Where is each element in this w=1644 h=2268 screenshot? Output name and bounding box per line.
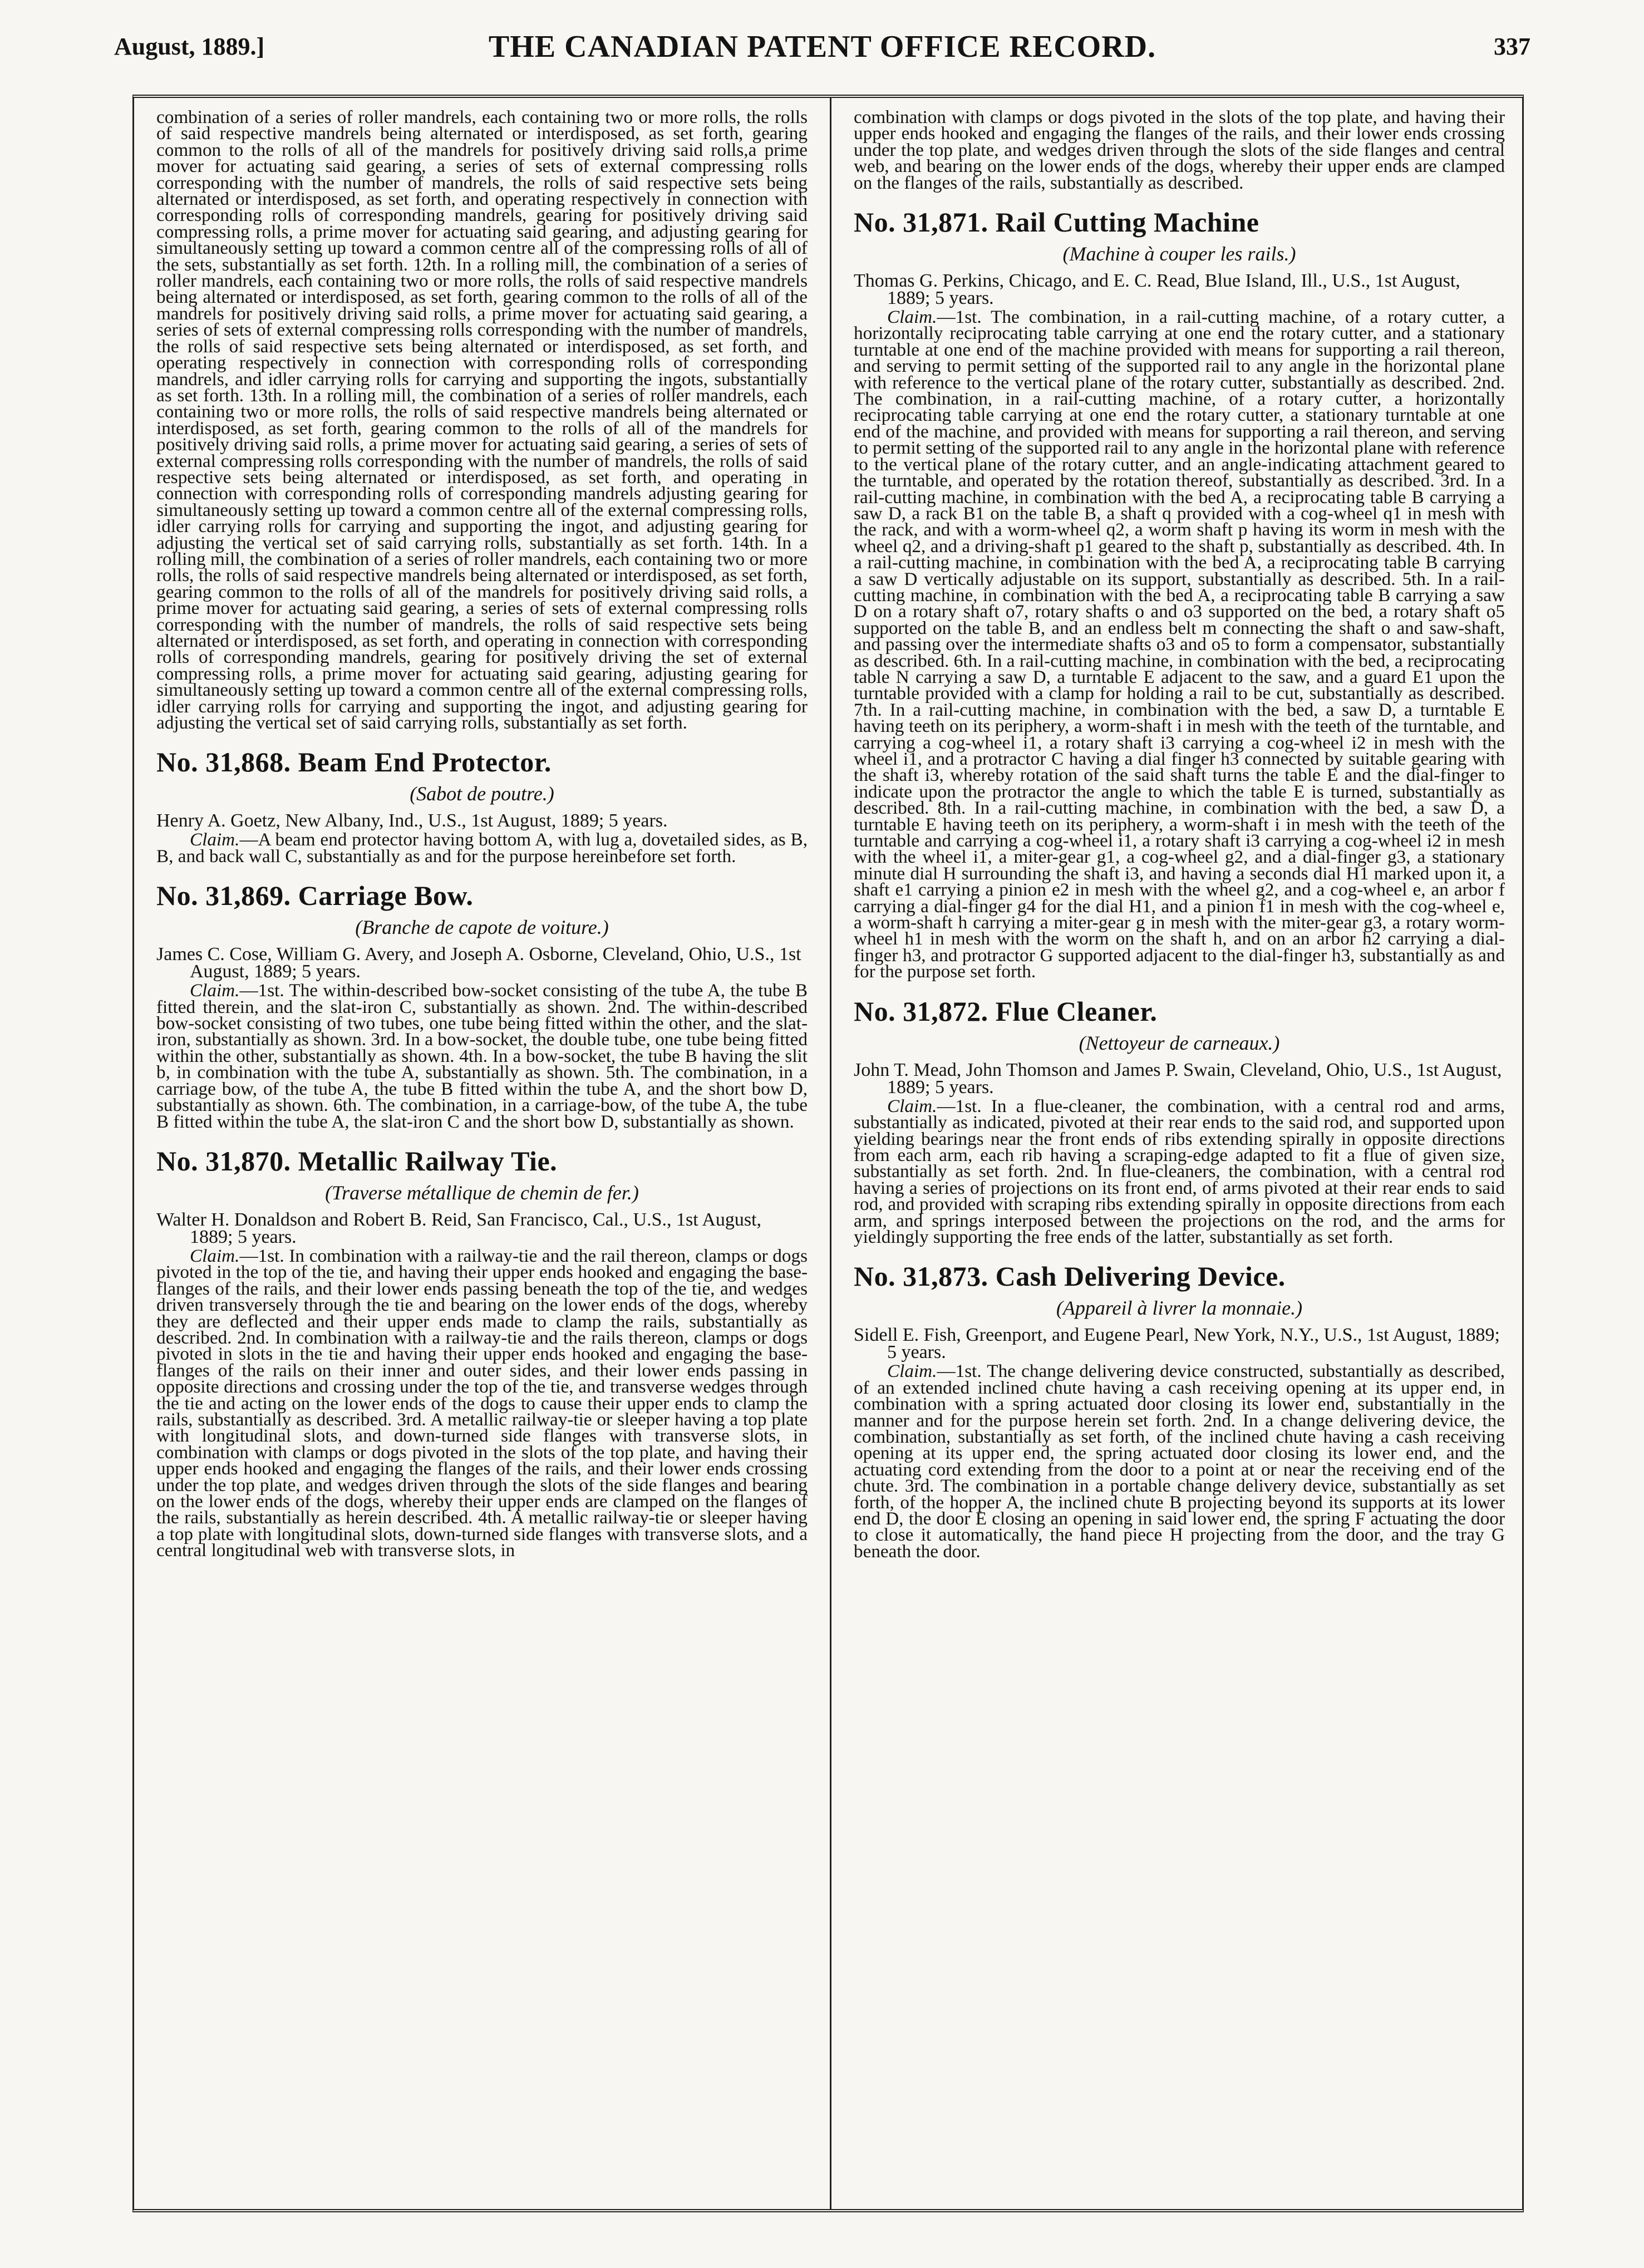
patent-heading xyxy=(156,879,808,912)
patent-number: No. 31,871. xyxy=(854,206,988,238)
claim-text: —1st. The combination, in a rail-cutting machine, of a rotary cutter, a horizontally reciprocating table carrying at one end the rotary cutter, and a stationary turntable at one end of the machine provided with means for supporting a rail thereon, and serving to permit setting of the supported rail to any angle in the horizontal plane with reference to the vertical plane of the rotary cutter, substantially as described. 2nd. The combination, in a rail-cutting machine, of a rotary cutter, a horizontally reciprocating table carrying at one end the rotary cutter, a stationary turntable at one end of the machine, and provided with means for supporting a rail thereon, and serving to permit setting of the supported rail to any angle in the horizontal plane with reference to the vertical plane of the rotary cutter, and an angle-indicating attachment geared to the turntable, and operated by the rotation thereof, substantially as described. 3rd. In a rail-cutting machine, in combination with the bed A, a reciprocating table B carrying a saw D, a rack B1 on the table B, a shaft q provided with a cog-wheel q1 in mesh with the rack, and with a worm-wheel q2, a worm shaft p having its worm in mesh with the wheel q2, and a driving-shaft p1 geared to the shaft p, substantially as described. 4th. In a rail-cutting machine, in combination with the bed A, a reciprocating table B carrying a saw D vertically adjustable on its support, substantially as described. 5th. In a rail-cutting machine, in combination with the bed A, a reciprocating table B carrying a saw D on a rotary shaft o7, rotary shafts o and o3 supported on the bed, a rotary shaft o5 supported on the table B, and an endless belt m connecting the shaft o and saw-shaft, and passing over the intermediate shafts o3 and o5 to form a compensator, substantially as described. 6th. In a rail-cutting machine, in combination with the bed, a reciprocating table N carrying a saw D, a turntable E adjacent to the saw, and a guard E1 upon the turntable provided with a clamp for holding a rail to be cut, substantially as described. 7th. In a rail-cutting machine, in combination with the bed, a saw D, a turntable E having teeth on its periphery, a worm-shaft i in mesh with the teeth of the turntable, and carrying a cog-wheel i1, a rotary shaft i3 carrying a cog-wheel i2 in mesh with the wheel i1, and a protractor C having a dial finger h3 connected by suitable gearing with the shaft i3, whereby rotation of the said shaft turns the table E and the dial-finger to indicate upon the protractor the angle to which the table E is turned, substantially as described. 8th. In a rail-cutting machine, in combination with the bed, a saw D, a turntable E having teeth on its periphery, a worm-shaft i in mesh with the teeth of the turntable and carrying a cog-wheel i1, a rotary shaft i3 carrying a cog-wheel i2 in mesh with the wheel i1, a miter-gear g1, a cog-wheel g2, and a dial-finger g3, a stationary minute dial H surrounding the shaft i3, and having a seconds dial H1 marked upon it, a shaft e1 carrying a pinion e2 in mesh with the wheel g2, and a cog-wheel e, an arbor f carrying a dial-finger g4 for the dial H1, and a pinion f1 in mesh with the cog-wheel e, a worm-shaft h carrying a miter-gear g in mesh with the miter-gear g3, a rotary worm-wheel h1 in mesh with the worm on the shaft h, and on an arbor h2 carrying a dial-finger h3, and protractor G supported adjacent to the dial-finger h3, substantially as and for the purpose set forth. xyxy=(854,307,1505,982)
patent-number: No. 31,870. xyxy=(156,1145,291,1177)
patent-entry xyxy=(156,879,808,1130)
claim-label: Claim. xyxy=(190,1245,240,1266)
patent-inventors: Sidell E. Fish, Greenport, and Eugene Pearl, New York, N.Y., U.S., 1st August, 1889; 5 years. xyxy=(854,1325,1500,1363)
patent-heading xyxy=(156,745,808,779)
claim-text: —1st. The change delivering device constructed, substantially as described, of an extended inclined chute having a cash receiving opening at its upper end, in combination with a spring actuated door closing its lower end, substantially in the manner and for the purpose herein set forth. 2nd. In a change delivering device, the combination, substantially as set forth, of the inclined chute having a cash receiving opening at its upper end, the spring actuated door closing its lower end, and the actuating cord extending from the door to a point at or near the receiving end of the chute. 3rd. The combination in a portable change delivery device, substantially as set forth, of the hopper A, the inclined chute B projecting beyond its supports at its lower end D, the door E closing an opening in said lower end, the spring F actuating the door to close it automatically, the hand piece H projecting from the door, and the tray G beneath the door. xyxy=(854,1361,1505,1562)
left-column xyxy=(156,109,808,2199)
patent-claim xyxy=(156,1245,808,1561)
patent-claim xyxy=(156,982,808,1130)
claim-text: —A beam end protector having bottom A, with lug a, dovetailed sides, as B, B, and back wall C, substantially as and for the purpose hereinbefore set forth. xyxy=(156,829,808,867)
patent-title: Rail Cutting Machine xyxy=(995,206,1259,238)
continued-claim-text: combination with clamps or dogs pivoted in the slots of the top plate, and having their upper ends hooked and engaging the flanges of the rails, and their lower ends crossing under the top plate, and wedges driven through the slots of the side flanges and central web, and bearing on the lower ends of the dogs, whereby their upper ends are clamped on the flanges of the rails, substantially as described. xyxy=(854,109,1505,193)
claim-text: —1st. In a flue-cleaner, the combination, with a central rod and arms, substantially as indicated, pivoted at their rear ends to the said rod, and supported upon yielding bearings near the front ends of ribs extending spirally in opposite directions from each arm, each rib having a scraping-edge adapted to fit a flue of given size, substantially as set forth. 2nd. In flue-cleaners, the combination, with a central rod having a series of projections on its front end, of arms pivoted at their rear ends to said rod, and provided with scraping ribs extending spirally in opposite directions from each arm, and springs interposed between the projections on the rod, and the arms for yieldingly supporting the free ends of the latter, substantially as set forth. xyxy=(854,1095,1505,1247)
patent-french-title: (Branche de capote de voiture.) xyxy=(355,916,609,939)
patent-claim xyxy=(854,1095,1505,1247)
patent-inventors: John T. Mead, John Thomson and James P. Swain, Cleveland, Ohio, U.S., 1st August, 1889; 5 years. xyxy=(854,1059,1502,1098)
header-date: August, 1889.] xyxy=(114,33,265,60)
patent-number: No. 31,868. xyxy=(156,746,291,778)
patent-claim xyxy=(854,1361,1505,1562)
patent-claim xyxy=(156,829,808,867)
patent-title: Carriage Bow. xyxy=(298,880,474,912)
patent-inventors: James C. Cose, William G. Avery, and Joseph A. Osborne, Cleveland, Ohio, U.S., 1st August, 1889; 5 years. xyxy=(156,944,801,982)
patent-french-title: (Appareil à livrer la monnaie.) xyxy=(1056,1297,1303,1320)
claim-label: Claim. xyxy=(887,1361,937,1382)
patent-entry xyxy=(854,1260,1505,1562)
right-column xyxy=(854,109,1505,2199)
page-header xyxy=(114,29,1530,68)
patent-entry xyxy=(156,745,808,867)
patent-title: Metallic Railway Tie. xyxy=(298,1145,558,1177)
content-frame xyxy=(132,95,1524,2212)
patent-heading xyxy=(854,1260,1505,1293)
claim-label: Claim. xyxy=(190,829,240,850)
patent-heading xyxy=(156,1144,808,1178)
patent-entry xyxy=(854,995,1505,1246)
column-divider xyxy=(830,98,831,2209)
claim-text: —1st. The within-described bow-socket consisting of the tube A, the tube B fitted therein, and the slat-iron C, substantially as shown. 2nd. The within-described bow-socket consisting of two tubes, one tube being fitted within the other, and the slat-iron, substantially as shown. 3rd. In a bow-socket, the double tube, one tube being fitted within the other, substantially as shown. 4th. In a bow-socket, the tube B having the slit b, in combination with the tube A, substantially as shown. 5th. The combination, in a carriage bow, of the tube A, the tube B fitted within the tube A, and the short bow D, substantially as shown. 6th. The combination, in a carriage-bow, of the tube A, the tube B fitted within the tube A, the slat-iron C and the short bow D, substantially as shown. xyxy=(156,980,808,1132)
patent-claim xyxy=(854,309,1505,980)
page-number: 337 xyxy=(1494,33,1530,60)
patent-french-title: (Machine à couper les rails.) xyxy=(1062,243,1296,265)
patent-french-title: (Traverse métallique de chemin de fer.) xyxy=(325,1181,639,1204)
continued-claim-text: combination of a series of roller mandrels, each containing two or more rolls, the rolls of said respective mandrels being alternated or interdisposed, as set forth, gearing common to the rolls of all of the mandrels for positively driving said rolls,a prime mover for actuating said gearing, a series of sets of external compressing rolls corresponding with the number of mandrels, the rolls of said respective sets being alternated or interdisposed, as set forth, and operating respectively in connection with corresponding rolls of corresponding mandrels, gearing for positively driving said compressing rolls, a prime mover for actuating said gearing, and adjusting gearing for simultaneously setting up toward a common centre all of the compressing rolls of all of the sets, substantially as set forth. 12th. In a rolling mill, the combination of a series of roller mandrels, each containing two or more rolls, the rolls of said respective mandrels being alternated or interdisposed, as set forth, gearing common to the rolls of all of the mandrels for positively driving said rolls, a prime mover for actuating said gearing, a series of sets of external compressing rolls corresponding with the number of mandrels, the rolls of said respective sets being alternated or interdisposed, as set forth, and operating respectively in connection with corresponding rolls of corresponding mandrels, and idler carrying rolls for carrying and supporting the ingots, substantially as set forth. 13th. In a rolling mill, the combination of a series of roller mandrels, each containing two or more rolls, the rolls of said respective mandrels being alternated or interdisposed, as set forth, gearing common to the rolls of all of the mandrels for positively driving said rolls, a prime mover for actuating said gearing, a series of sets of external compressing rolls corresponding with the number of mandrels, the rolls of said respective sets being alternated or interdisposed, as set forth, and operating in connection with corresponding rolls of corresponding mandrels adjusting gearing for simultaneously setting up toward a common centre all of the external compressing rolls, idler carrying rolls for carrying and supporting the ingot, and adjusting gearing for adjusting the vertical set of said carrying rolls, substantially as set forth. 14th. In a rolling mill, the combination of a series of roller mandrels, each containing two or more rolls, the rolls of said respective mandrels being alternated or interdisposed, as set forth, gearing common to the rolls of all of the mandrels for positively driving said rolls, a prime mover for actuating said gearing, a series of sets of external compressing rolls corresponding with the number of mandrels, the rolls of said respective sets being alternated or interdisposed, as set forth, and operating in connection with corresponding rolls of corresponding mandrels, gearing for positively driving the set of external compressing rolls, a prime mover for actuating said gearing, adjusting gearing for simultaneously setting up toward a common centre all of the external compressing rolls, idler carrying rolls for carrying and supporting the ingot, and adjusting gearing for adjusting the vertical set of said carrying rolls, substantially as set forth. xyxy=(156,109,808,734)
header-title: THE CANADIAN PATENT OFFICE RECORD. xyxy=(488,29,1156,64)
claim-label: Claim. xyxy=(887,1095,937,1116)
patent-french-title: (Sabot de poutre.) xyxy=(410,783,554,805)
claim-label: Claim. xyxy=(190,980,240,1001)
patent-number: No. 31,872. xyxy=(854,995,988,1027)
patent-title: Flue Cleaner. xyxy=(995,995,1158,1027)
patent-inventors: Walter H. Donaldson and Robert B. Reid, San Francisco, Cal., U.S., 1st August, 1889; 5 years. xyxy=(156,1209,762,1247)
patent-entry xyxy=(156,1144,808,1559)
patent-inventors: Thomas G. Perkins, Chicago, and E. C. Read, Blue Island, Ill., U.S., 1st August, 1889; 5 years. xyxy=(854,270,1460,309)
patent-inventors: Henry A. Goetz, New Albany, Ind., U.S., 1st August, 1889; 5 years. xyxy=(156,810,668,832)
patent-number: No. 31,869. xyxy=(156,880,291,912)
patent-title: Beam End Protector. xyxy=(298,746,552,778)
patent-heading xyxy=(854,995,1505,1028)
patent-number: No. 31,873. xyxy=(854,1261,988,1292)
patent-french-title: (Nettoyeur de carneaux.) xyxy=(1079,1031,1280,1054)
patent-entry xyxy=(854,205,1505,980)
patent-heading xyxy=(854,205,1505,239)
claim-label: Claim. xyxy=(887,307,937,328)
patent-title: Cash Delivering Device. xyxy=(995,1261,1286,1292)
claim-text: —1st. In combination with a railway-tie and the rail thereon, clamps or dogs pivoted in the top of the tie, and having their upper ends hooked and engaging the base-flanges of the rails, and their lower ends passing beneath the top of the tie, and wedges driven transversely through the tie and bearing on the lower ends of the dogs, whereby they are deflected and their upper ends made to clamp the rails, substantially as described. 2nd. In combination with a railway-tie and the rails thereon, clamps or dogs pivoted in slots in the tie and having their upper ends hooked and engaging the base-flanges of the rails on their inner and outer sides, and their lower ends passing in opposite directions and crossing under the top of the tie, and transverse wedges through the tie and acting on the lower ends of the dogs to cause their upper ends to clamp the rails, substantially as described. 3rd. A metallic railway-tie or sleeper having a top plate with longitudinal slots, and down-turned side flanges with transverse slots, in combination with clamps or dogs pivoted in the slots of the top plate, and having their upper ends hooked and engaging the flanges of the rails, and their lower ends crossing under the top plate, and wedges driven through the slots of the side flanges and bearing on the lower ends of the dogs, whereby their upper ends are clamped on the flanges of the rails, substantially as herein described. 4th. A metallic railway-tie or sleeper having a top plate with longitudinal slots, down-turned side flanges with transverse slots, and a central longitudinal web with transverse slots, in xyxy=(156,1245,808,1561)
